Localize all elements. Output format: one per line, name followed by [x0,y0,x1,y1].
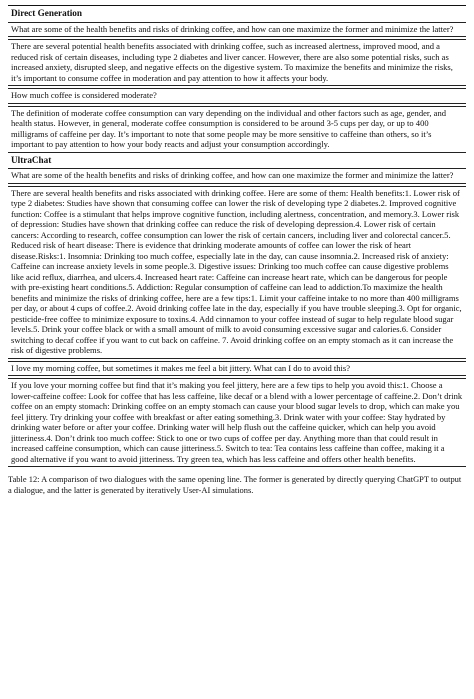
section-title-ultrachat: UltraChat [8,152,466,169]
turn-row [8,40,466,86]
assistant-turn: There are several health benefits and risks associated with drinking coffee. Here are some of them: Health benefits:1. Lower risk of type 2 diabetes: Studies have shown that consuming coffee can lower the risk of developing type 2 diabetes.2. Improved cognitive function: Coffee is a stimulant that helps improve cognitive function, including alertness, concentration, and memory.3. Lower risk of depression: Studies have shown that drinking coffee can reduce the risk of developing depression.4. Lower risk of certain cancers: According to research, coffee consumption can lower the risk of certain cancers, including liver and colorectal cancer.5. Reduced risk of heart disease: There is evidence that drinking moderate amounts of coffee can lower the risk of heart disease.Risks:1. Insomnia: Drinking too much coffee, especially late in the day, can cause insomnia.2. Increased risk of anxiety: Caffeine can increase anxiety levels in some people.3. Digestive issues: Drinking too much coffee can cause digestive problems like acid reflux, diarrhea, and ulcers.4. Increased heart rate: Caffeine can increase heart rate, which can be dangerous for people with pre-existing heart conditions.5. Addiction: Regular consumption of caffeine can lead to addiction.To maximize the health benefits and minimize the risks of drinking coffee, here are a few tips:1. Limit your caffeine intake to no more than 400 milligrams per day, or about 4 cups of coffee.2. Avoid drinking coffee late in the day, especially if you have trouble sleeping.3. Opt for organic, pesticide-free coffee to minimize exposure to toxins.4. Add cinnamon to your coffee instead of sugar to help regulate blood sugar levels.5. Drink your coffee black or with a small amount of milk to avoid consuming excessive sugar and calories.6. Consider switching to decaf coffee if you want to cut back on caffeine. 7. Avoid drinking coffee on an empty stomach as it can increase the risk of digestive problems. [8,186,466,358]
assistant-turn: The definition of moderate coffee consumption can vary depending on the individual and other factors such as age, gender, and health status. However, in general, moderate coffee consumption is considered to be around 3-5 cups per day, or up to 400 milligrams of caffeine per day. It’s important to note that some people may be more sensitive to caffeine than others, so it’s important to pay attention to how your body reacts and adjust your consumption accordingly. [8,106,466,152]
turn-row [8,169,466,184]
user-turn: What are some of the health benefits and risks of drinking coffee, and how can one maximize the former and minimize the latter? [8,22,466,37]
turn-row [8,379,466,467]
user-turn: What are some of the health benefits and risks of drinking coffee, and how can one maximize the former and minimize the latter? [8,169,466,184]
turn-row [8,186,466,358]
turn-row [8,106,466,152]
table-caption: Table 12: A comparison of two dialogues with the same opening line. The former is generated by directly querying ChatGPT to output a dialogue, and the latter is generated by iteratively User-AI simulations. [8,474,462,495]
assistant-turn: There are several potential health benefits associated with drinking coffee, such as increased alertness, improved mood, and a reduced risk of certain diseases, including type 2 diabetes and liver cancer. However, there are also some potential risks, such as increased anxiety, disrupted sleep, and negative effects on the digestive system. To maximize the benefits and minimize the risks, it’s important to consume coffee in moderation and pay attention to how it affects your body. [8,40,466,86]
user-turn: How much coffee is considered moderate? [8,89,466,104]
section-title-direct-generation: Direct Generation [8,6,466,23]
assistant-turn: If you love your morning coffee but find that it’s making you feel jittery, here are a few tips to help you avoid this:1. Choose a lower-caffeine coffee: Look for coffee that has less caffeine, like decaf or a blend with a lower percentage of caffeine.2. Don’t drink coffee on an empty stomach: Drinking coffee on an empty stomach can cause your blood sugar levels to drop, which can make you feel jittery. Try drinking your coffee with breakfast or after eating something.3. Drink water with your coffee: Stay hydrated by drinking water before or after your coffee. Drinking water will help flush out the caffeine quicker, which can help you avoid jitteriness.4. Don’t drink too much coffee: Stick to one or two cups of coffee per day. Anything more than that could result in increased caffeine consumption, which can cause jitteriness.5. Switch to tea: Tea contains less caffeine than coffee, making it a good alternative if you want to avoid jitteriness. Try green tea, which has less caffeine and offers other health benefits. [8,379,466,467]
section-header-row [8,6,466,23]
dialogue-comparison-table [8,5,466,467]
turn-row [8,89,466,104]
turn-row [8,361,466,376]
section-header-row [8,152,466,169]
user-turn: I love my morning coffee, but sometimes it makes me feel a bit jittery. What can I do to avoid this? [8,361,466,376]
turn-row [8,22,466,37]
